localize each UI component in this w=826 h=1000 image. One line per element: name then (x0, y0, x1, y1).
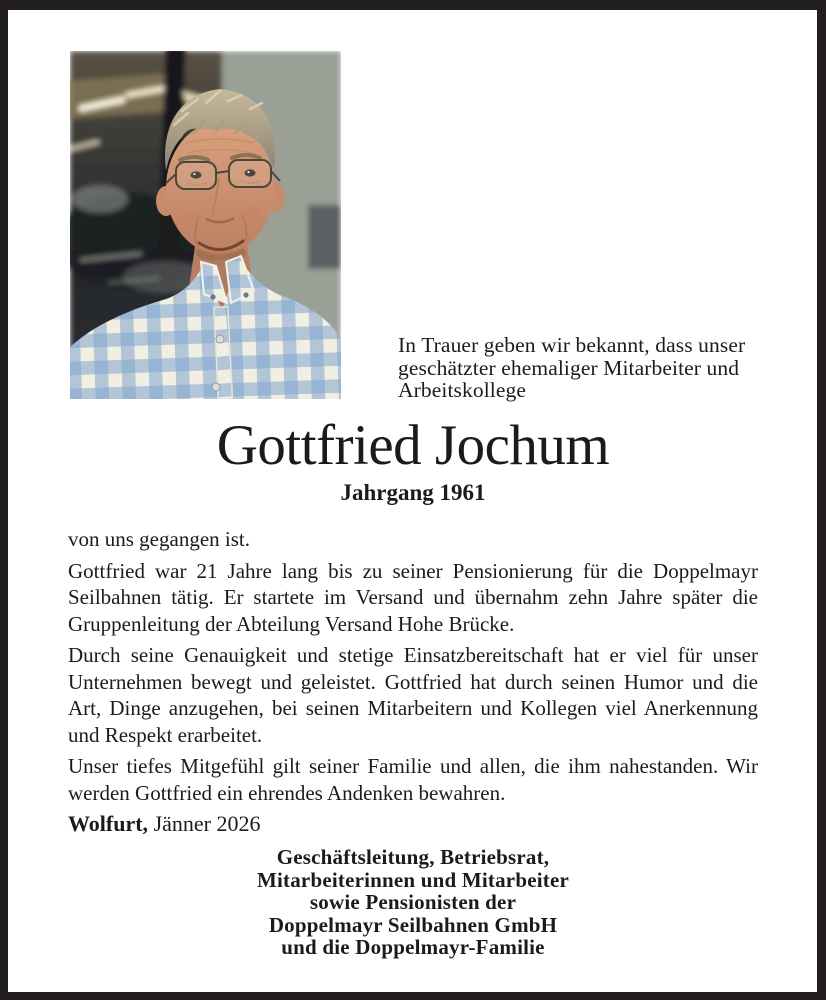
body-paragraph: Gottfried war 21 Jahre lang bis zu seiner Pensionierung für die Doppelmayr Seilbahnen tätig. Er startete im Versand und übernahm zehn Jahre später die Gruppenleitung der Abteilung Versand Hohe Brücke. (68, 558, 758, 636)
announcement-line: In Trauer geben wir bekannt, dass unser (398, 333, 746, 357)
obituary-body (68, 526, 758, 843)
dateline-place: Wolfurt, (68, 811, 149, 836)
signature-line: Geschäftsleitung, Betriebsrat, (276, 845, 550, 869)
signature-line: sowie Pensionisten der (309, 890, 517, 914)
signature-line: Doppelmayr Seilbahnen GmbH (268, 912, 558, 937)
announcement-text (398, 334, 770, 402)
announcement-line: Arbeitskollege (398, 378, 526, 402)
signature-line: und die Doppelmayr-Familie (281, 935, 545, 959)
signature-block (0, 846, 826, 959)
announcement-line: geschätzter ehemaliger Mitarbeiter und (398, 355, 740, 380)
dateline (68, 811, 758, 838)
deceased-name: Gottfried Jochum (216, 414, 610, 477)
birth-year-label: Jahrgang 1961 (340, 480, 486, 505)
body-paragraph: von uns gegangen ist. (68, 527, 250, 551)
body-paragraph: Unser tiefes Mitgefühl gilt seiner Familie und allen, die ihm nahestanden. Wir werden Gottfried ein ehrendes Andenken bewahren. (68, 754, 758, 805)
portrait-illustration (70, 51, 341, 399)
dateline-date: Jänner 2026 (153, 811, 261, 836)
signature-line: Mitarbeiterinnen und Mitarbeiter (256, 867, 569, 892)
body-paragraph: Durch seine Genauigkeit und stetige Einsatzbereitschaft hat er viel für unser Unternehmen bewegt und geleistet. Gottfried hat durch seinen Humor und die Art, Dinge anzugehen, bei seinen Mitarbeitern und Kollegen viel Anerkennung und Respekt erarbeitet. (68, 643, 758, 747)
portrait-photo (70, 51, 341, 399)
